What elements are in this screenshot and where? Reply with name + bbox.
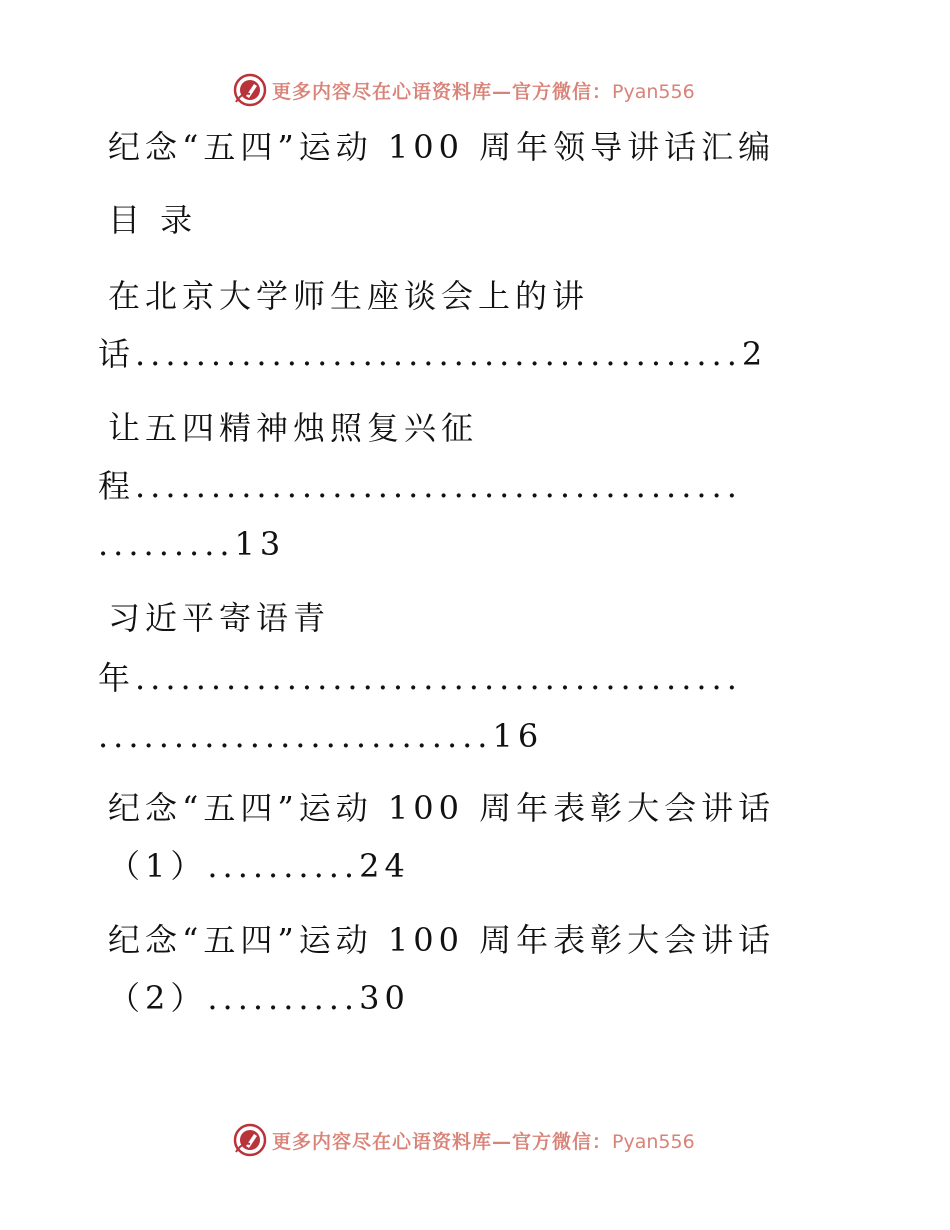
toc-entry-1-title: 在北京大学师生座谈会上的讲 [108,277,590,315]
toc-entry-4-page: （1）..........24 [108,847,410,885]
watermark-wechat-id: Pyan556 [612,80,695,103]
toc-entry-3-leader: 年........................................ [98,659,742,697]
watermark-text [272,1127,695,1154]
toc-entry-2-page: .........13 [98,525,286,563]
toc-entry-5-title: 纪念“五四”运动 100 周年表彰大会讲话 [108,921,776,959]
toc-entry-4-title: 纪念“五四”运动 100 周年表彰大会讲话 [108,789,776,827]
footer-watermark [232,1120,695,1160]
toc-entry-1-leader: 话........................................2 [98,335,768,373]
toc-entry-5-page: （2）..........30 [108,979,410,1017]
toc-entry-2-leader: 程........................................ [98,467,742,505]
watermark-text [272,77,695,104]
document-title: 纪念“五四”运动 100 周年领导讲话汇编 [108,128,776,166]
header-watermark [232,70,695,110]
watermark-wechat-id: Pyan556 [612,1130,695,1153]
toc-heading: 目 录 [108,201,198,239]
watermark-label: 更多内容尽在心语资料库—官方微信： [272,80,613,103]
pen-nib-logo-icon [232,72,268,108]
toc-entry-2-title: 让五四精神烛照复兴征 [108,409,479,447]
watermark-label: 更多内容尽在心语资料库—官方微信： [272,1130,613,1153]
toc-entry-3-title: 习近平寄语青 [108,599,331,637]
pen-nib-logo-icon [232,1122,268,1158]
toc-entry-3-page: ..........................16 [98,717,544,755]
